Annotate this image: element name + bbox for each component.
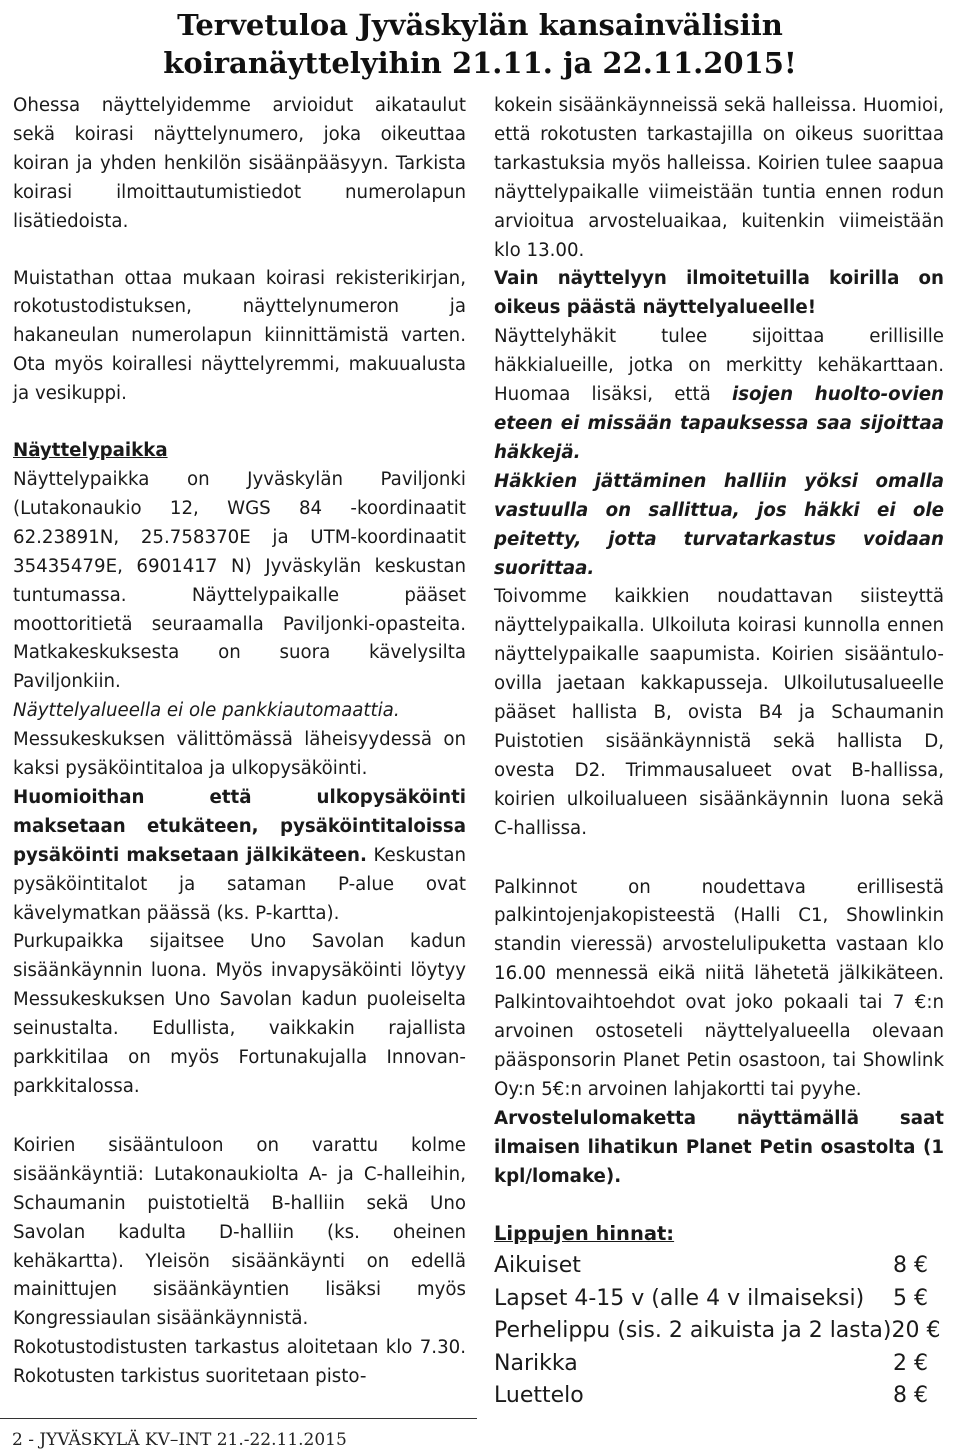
left-column xyxy=(13,92,466,1392)
unloading-paragraph: Purkupaikka sijaitsee Uno Savolan kadun sisäänkäynnin luona. Myös invapysäköinti löytyy Messukeskuksen Uno Savolan kadun puoleiselta seinustalta. Edullista, vaikkakin rajallista parkkitilaa on myös Fortunakujalla Innovan-parkkitalossa. xyxy=(13,931,466,1097)
cages-overnight-note: Häkkien jättäminen halliin yöksi omalla vastuulla on sallittua, jos häkki ei ole peitetty, jotta turvatarkastus voidaan suorittaa. xyxy=(494,470,944,579)
ticket-row xyxy=(494,1283,928,1316)
intro-paragraph: Ohessa näyttelyidemme arvioidut aikataulut sekä koirasi näyttelynumero, joka oikeuttaa koiran ja yhden henkilön sisäänpääsyyn. Tarkista koirasi ilmoittautumistiedot numerolapun lisätiedoista. xyxy=(13,95,466,232)
ticket-label: Narikka xyxy=(494,1350,578,1376)
ticket-price: 2 € xyxy=(893,1350,928,1376)
prizes-paragraph: Palkinnot on noudettava erillisestä palkintojenjakopisteestä (Halli C1, Showlinkin standin vieressä) arvostelulipuketta vastaan klo 16.00 mennessä eikä niitä lähetetä jälkikäteen. Palkintovaihtoehdot ovat joko pokaali tai 7 €:n arvoinen ostoseteli näyttelyalueella olevaan pääsponsorin Planet Petin osastoon, tai Showlink Oy:n 5€:n arvoinen lahjakortti tai pyyhe. xyxy=(494,876,944,1100)
ticket-label: Aikuiset xyxy=(494,1253,581,1279)
title-line-1: Tervetuloa Jyväskylän kansainvälisiin xyxy=(177,8,783,42)
right-column xyxy=(494,92,944,1413)
parking-paragraph: Messukeskuksen välittömässä läheisyydessä on kaksi pysäköintitaloa ja ulkopysäköinti. xyxy=(13,729,466,780)
title-line-2: koiranäyttelyihin 21.11. ja 22.11.2015! xyxy=(163,46,797,80)
ticket-label: Luettelo xyxy=(494,1383,584,1409)
ticket-label: Perhelippu (sis. 2 aikuista ja 2 lasta) xyxy=(494,1318,892,1344)
ticket-row xyxy=(494,1348,928,1381)
registered-only-note: Vain näyttelyyn ilmoitetuilla koirilla on oikeus päästä näyttelyalueelle! xyxy=(494,268,944,319)
parking-payment-bold: Huomioithan että ulkopysäköinti maksetaan etukäteen, pysäköintitaloissa pysäköinti maksetaan jälkikäteen. xyxy=(13,786,466,866)
ticket-row xyxy=(494,1250,928,1283)
ticket-price: 8 € xyxy=(893,1383,928,1409)
ticket-row xyxy=(494,1315,941,1348)
cages-paragraph xyxy=(494,323,944,468)
parking-payment-paragraph xyxy=(13,784,466,929)
venue-heading: Näyttelypaikka xyxy=(13,440,168,462)
ticket-row xyxy=(494,1380,928,1413)
page-footer: 2 - JYVÄSKYLÄ KV–INT 21.-22.11.2015 xyxy=(12,1430,347,1450)
footer-divider xyxy=(0,1418,477,1419)
ticket-price: 20 € xyxy=(891,1318,941,1344)
vaccination-start-paragraph: Rokotustodistusten tarkastus aloitetaan klo 7.30. Rokotusten tarkistus suoritetaan pisto- xyxy=(13,1337,466,1388)
venue-paragraph: Näyttelypaikka on Jyväskylän Paviljonki (Lutakonaukio 12, WGS 84 -koordinaatit 62.23891N, 25.758370E ja UTM-koordinaatit 35435479E, 6901417 N) Jyväskylän keskustan tuntumassa. Näyttelypaikalle pääset moottoritietä seuraamalla Paviljonki-opasteita. Matkakeskuksesta on suora kävelysilta Paviljonkiin. xyxy=(13,468,466,693)
ticket-price: 5 € xyxy=(893,1285,928,1311)
ticket-price-list xyxy=(494,1250,944,1413)
cleanliness-paragraph: Toivomme kaikkien noudattavan siisteyttä näyttelypaikalla. Ulkoiluta koirasi kunnolla ennen näyttelypaikalle saapumista. Koirien sisääntulo-ovilla jaetaan kakkapusseja. Ulkoilutusalueelle pääset hallista B, ovista B4 ja Schaumanin Puistotien sisäänkäynnistä sekä hallista D, ovesta D2. Trimmausalueet ovat B-hallissa, koirien ulkoilualueen sisäänkäynnin luona sekä C-hallissa. xyxy=(494,586,944,839)
entrances-paragraph: Koirien sisääntuloon on varattu kolme sisäänkäyntiä: Lutakonaukiolta A- ja C-halleihin, Schaumanin puistotieltä B-halliin sekä Uno Savolan kadulta D-halliin (ks. oheinen kehäkartta). Yleisön sisäänkäynti on edellä mainittujen sisäänkäyntien lisäksi myös Kongressiaulan sisäänkäynnistä. xyxy=(13,1134,466,1330)
prizes-bold-note: Arvostelulomaketta näyttämällä saat ilmaisen lihatikun Planet Petin osastolta (1 kpl/lomake). xyxy=(494,1107,944,1187)
no-atm-note: Näyttelyalueella ei ole pankkiautomaattia. xyxy=(13,700,400,722)
vaccination-continued-paragraph: kokein sisäänkäynneissä sekä halleissa. Huomioi, että rokotusten tarkastajilla on oikeus suorittaa tarkastuksia myös halleissa. Koirien tulee saapua näyttelypaikalle viimeistään tuntia ennen rodun arvioitua arvosteluaikaa, kuitenkin viimeistään klo 13.00. xyxy=(494,95,944,261)
ticket-price: 8 € xyxy=(893,1253,928,1279)
tickets-heading: Lippujen hinnat: xyxy=(494,1221,675,1245)
ticket-label: Lapset 4-15 v (alle 4 v ilmaiseksi) xyxy=(494,1285,865,1311)
page-title xyxy=(0,6,960,82)
cages-intro: Näyttelyhäkit tulee sijoittaa erillisille häkkialueille, jotka on merkitty kehäkarttaan. Huomaa lisäksi, että xyxy=(494,326,944,406)
reminder-paragraph: Muistathan ottaa mukaan koirasi rekisterikirjan, rokotustodistuksen, näyttelynumeron ja hakaneulan numerolapun kiinnittämistä varten. Ota myös koirallesi näyttelyremmi, makuualusta ja vesikuppi. xyxy=(13,267,466,405)
cages-warning: isojen huolto-ovien eteen ei missään tapauksessa saa sijoittaa häkkejä. xyxy=(494,384,944,463)
parking-payment-tail: Keskustan pysäköintitalot ja sataman P-alue ovat kävelymatkan päässä (ks. P-kartta). xyxy=(13,844,466,924)
